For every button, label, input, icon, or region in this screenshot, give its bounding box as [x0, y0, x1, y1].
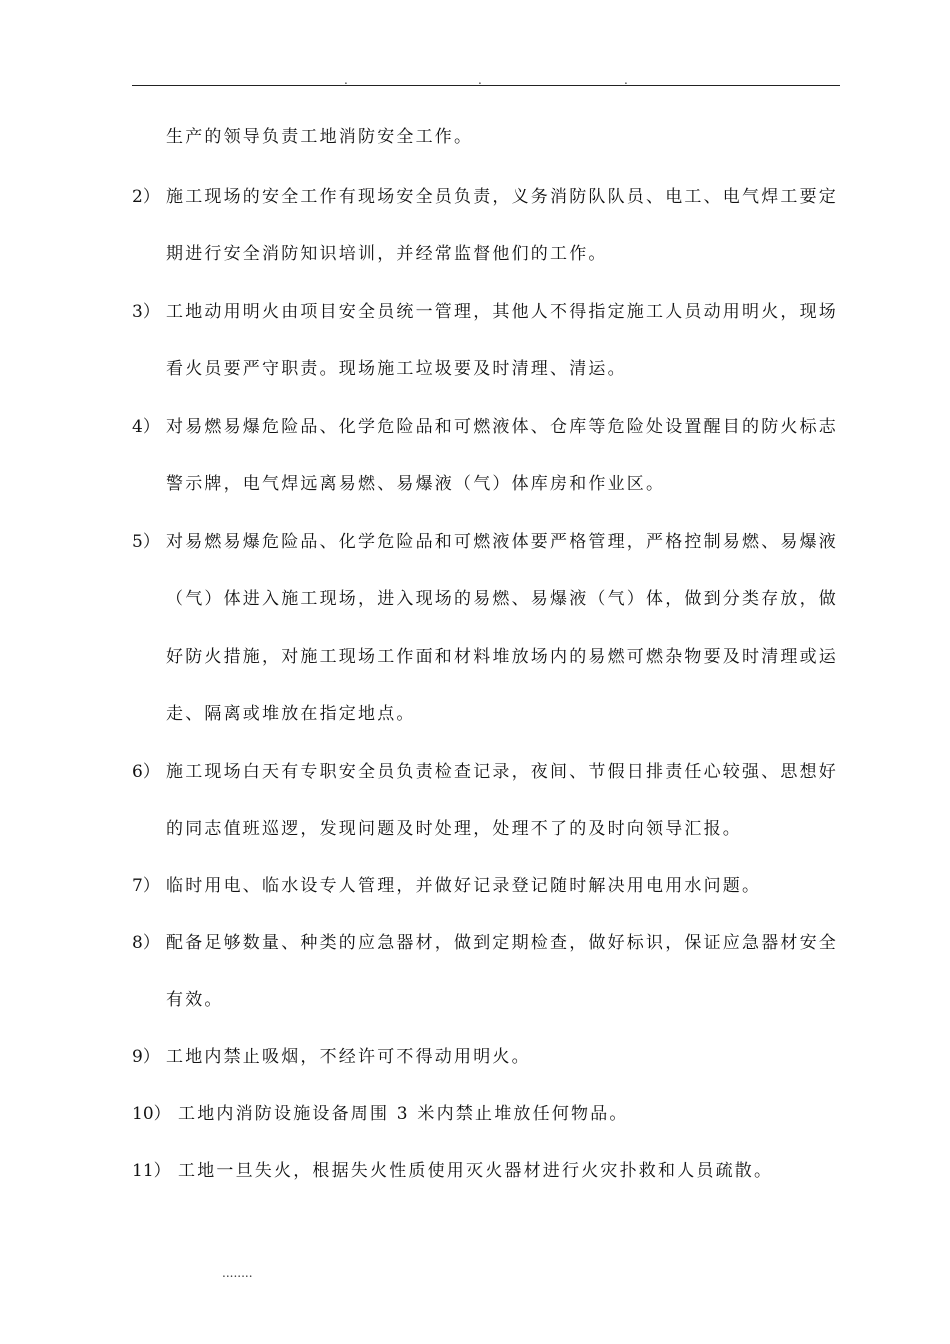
item-text: 配备足够数量、种类的应急器材，做到定期检查，做好标识，保证应急器材安全	[166, 933, 838, 953]
list-item	[132, 757, 838, 787]
list-item	[132, 1156, 773, 1186]
text-line: 走、隔离或堆放在指定地点。	[166, 704, 416, 724]
item-text: 工地动用明火由项目安全员统一管理，其他人不得指定施工人员动用明火，现场	[166, 302, 838, 322]
item-text: 临时用电、临水设专人管理，并做好记录登记随时解决用电用水问题。	[166, 876, 762, 896]
text-line: 生产的领导负责工地消防安全工作。	[166, 127, 474, 147]
item-number: 5）	[132, 532, 160, 552]
item-text: 施工现场白天有专职安全员负责检查记录，夜间、节假日排责任心较强、思想好	[166, 762, 838, 782]
list-item	[132, 871, 761, 901]
text-line: 好防火措施，对施工现场工作面和材料堆放场内的易燃可燃杂物要及时清理或运	[166, 647, 838, 667]
item-number: 4）	[132, 417, 160, 437]
item-text: 施工现场的安全工作有现场安全员负责，义务消防队队员、电工、电气焊工要定	[166, 187, 838, 207]
header-rule	[132, 85, 840, 86]
text-line: 看火员要严守职责。现场施工垃圾要及时清理、清运。	[166, 359, 627, 379]
text-line: 有效。	[166, 990, 224, 1010]
item-number: 11）	[132, 1161, 171, 1181]
item-text: 对易燃易爆危险品、化学危险品和可燃液体、仓库等危险处设置醒目的防火标志	[166, 417, 838, 437]
text-line: 期进行安全消防知识培训，并经常监督他们的工作。	[166, 244, 608, 264]
list-item	[132, 1042, 531, 1072]
item-text: 工地内消防设施设备周围 3 米内禁止堆放任何物品。	[178, 1104, 629, 1124]
list-item	[132, 182, 838, 212]
header-dot: .	[478, 73, 482, 87]
header-dot: .	[344, 73, 348, 87]
item-number: 3）	[132, 302, 160, 322]
item-number: 2）	[132, 187, 160, 207]
item-text: 工地一旦失火，根据失火性质使用灭火器材进行火灾扑救和人员疏散。	[178, 1161, 774, 1181]
footer-dots: ........	[222, 1266, 253, 1280]
list-item	[132, 1099, 629, 1129]
item-number: 9）	[132, 1047, 160, 1067]
list-item	[132, 412, 838, 442]
text-line: 警示牌，电气焊远离易燃、易爆液（气）体库房和作业区。	[166, 474, 666, 494]
item-number: 7）	[132, 876, 160, 896]
text-line: （气）体进入施工现场，进入现场的易燃、易爆液（气）体，做到分类存放，做	[166, 589, 838, 609]
list-item	[132, 527, 838, 557]
header-dot: .	[624, 73, 628, 87]
item-text: 工地内禁止吸烟，不经许可不得动用明火。	[166, 1047, 531, 1067]
list-item	[132, 928, 838, 958]
list-item	[132, 297, 838, 327]
item-number: 6）	[132, 762, 160, 782]
item-number: 8）	[132, 933, 160, 953]
item-text: 对易燃易爆危险品、化学危险品和可燃液体要严格管理，严格控制易燃、易爆液	[166, 532, 838, 552]
item-number: 10）	[132, 1104, 171, 1124]
text-line: 的同志值班巡逻，发现问题及时处理，处理不了的及时向领导汇报。	[166, 819, 742, 839]
